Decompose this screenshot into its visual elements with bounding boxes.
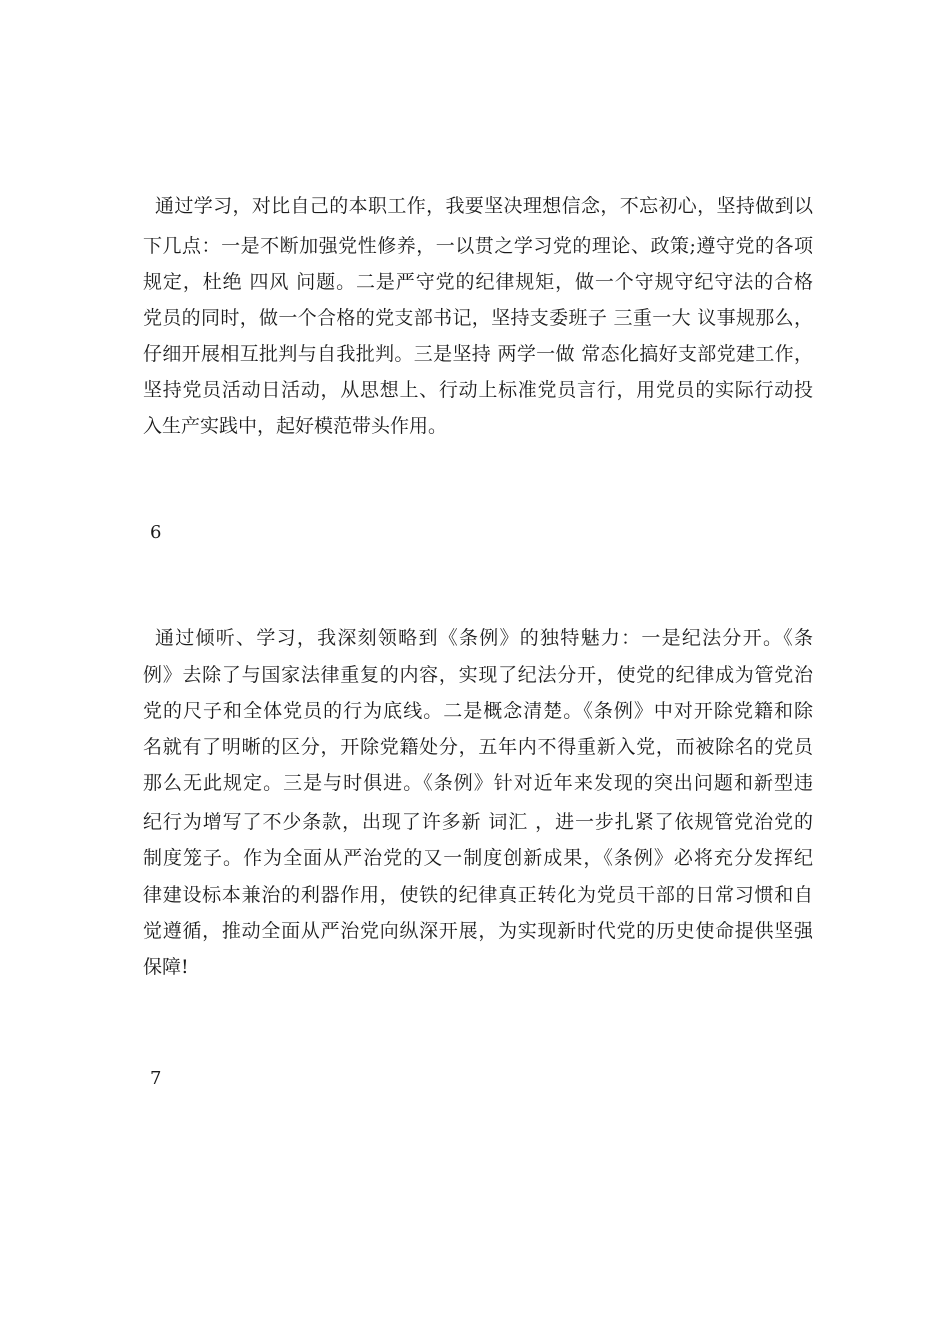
page-number: 7: [150, 1068, 162, 1089]
paragraph-line: 党的尺子和全体党员的行为底线。二是概念清楚。《条例》中对开除党籍和除: [143, 700, 813, 722]
paragraph-line: 那么无此规定。三是与时俱进。《条例》针对近年来发现的突出问题和新型违: [143, 772, 813, 794]
paragraph-line: 觉遵循，推动全面从严治党向纵深开展，为实现新时代党的历史使命提供坚强: [143, 920, 813, 942]
paragraph-line: 律建设标本兼治的利器作用，使铁的纪律真正转化为党员干部的日常习惯和自: [143, 884, 813, 906]
paragraph-line: 入生产实践中，起好模范带头作用。: [143, 415, 448, 437]
paragraph-line: 仔细开展相互批判与自我批判。三是坚持 两学一做 常态化搞好支部党建工作，: [143, 343, 813, 365]
page-number: 6: [150, 522, 162, 543]
paragraph-line: 通过倾听、学习，我深刻领略到《条例》的独特魅力：一是纪法分开。《条: [155, 627, 813, 649]
paragraph-line: 制度笼子。作为全面从严治党的又一制度创新成果，《条例》必将充分发挥纪: [143, 847, 813, 869]
paragraph-line: 坚持党员活动日活动，从思想上、行动上标准党员言行，用党员的实际行动投: [143, 379, 813, 401]
paragraph-line: 名就有了明晰的区分，开除党籍处分，五年内不得重新入党，而被除名的党员: [143, 736, 813, 758]
paragraph-line: 党员的同时，做一个合格的党支部书记，坚持支委班子 三重一大 议事规那么，: [143, 307, 813, 329]
paragraph-line: 下几点：一是不断加强党性修养，一以贯之学习党的理论、政策;遵守党的各项: [143, 235, 813, 257]
paragraph-line: 例》去除了与国家法律重复的内容，实现了纪法分开，使党的纪律成为管党治: [143, 664, 813, 686]
paragraph-line: 纪行为增写了不少条款，出现了许多新 词汇 ，进一步扎紧了依规管党治党的: [143, 811, 813, 833]
paragraph-line: 通过学习，对比自己的本职工作，我要坚决理想信念，不忘初心，坚持做到以: [155, 195, 813, 217]
paragraph-line: 规定，杜绝 四风 问题。二是严守党的纪律规矩，做一个守规守纪守法的合格: [143, 271, 813, 293]
paragraph-line: 保障!: [143, 956, 189, 978]
